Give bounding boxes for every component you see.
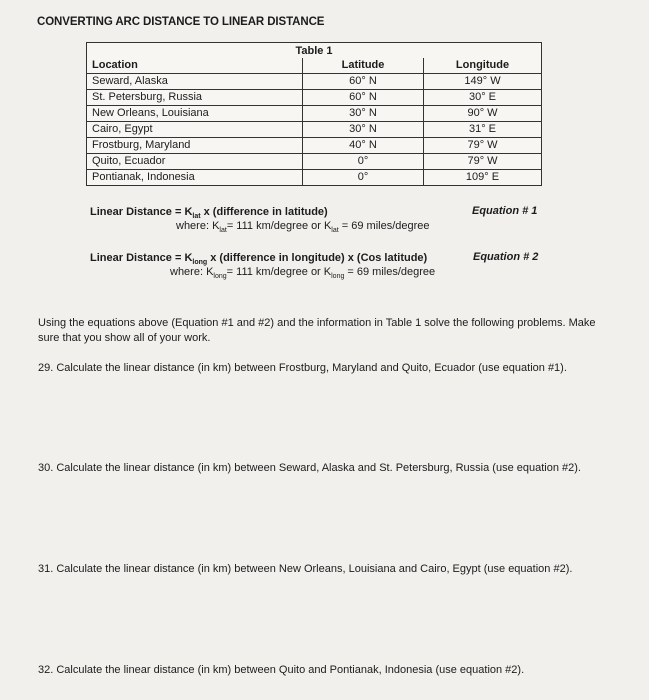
question-31: 31. Calculate the linear distance (in km) between New Orleans, Louisiana and Cairo, Egypt (use equation #2). bbox=[38, 563, 573, 575]
equation-2-formula bbox=[90, 252, 427, 266]
table-row bbox=[87, 138, 542, 154]
eq1-text-b: x (difference in latitude) bbox=[200, 206, 328, 218]
cell-longitude: 79° W bbox=[424, 154, 542, 170]
question-29: 29. Calculate the linear distance (in km) between Frostburg, Maryland and Quito, Ecuador (use equation #1). bbox=[38, 362, 567, 374]
equation-2-where bbox=[170, 266, 435, 280]
location-table bbox=[86, 42, 542, 186]
eq2-where-sub2: long bbox=[331, 273, 345, 281]
table-row bbox=[87, 90, 542, 106]
equation-1-label: Equation # 1 bbox=[472, 205, 538, 217]
question-32: 32. Calculate the linear distance (in km) between Quito and Pontianak, Indonesia (use equation #2). bbox=[38, 664, 525, 676]
cell-longitude: 109° E bbox=[424, 170, 542, 186]
table-row bbox=[87, 154, 542, 170]
equation-1-formula bbox=[90, 206, 328, 220]
eq1-where-b: = 111 km/degree or K bbox=[226, 220, 332, 232]
table-row bbox=[87, 122, 542, 138]
cell-latitude: 30° N bbox=[303, 106, 424, 122]
cell-latitude: 30° N bbox=[303, 122, 424, 138]
header-longitude: Longitude bbox=[424, 58, 542, 74]
cell-longitude: 149° W bbox=[424, 74, 542, 90]
eq1-where-sub2: lat bbox=[331, 227, 339, 235]
eq1-subscript: lat bbox=[192, 213, 201, 221]
cell-longitude: 31° E bbox=[424, 122, 542, 138]
header-location: Location bbox=[87, 58, 303, 74]
eq1-where-a: where: K bbox=[176, 220, 220, 232]
cell-location: Pontianak, Indonesia bbox=[87, 170, 303, 186]
eq2-where-b: = 111 km/degree or K bbox=[226, 266, 332, 278]
eq2-text-a: Linear Distance = K bbox=[90, 252, 193, 264]
cell-location: St. Petersburg, Russia bbox=[87, 90, 303, 106]
cell-location: Quito, Ecuador bbox=[87, 154, 303, 170]
eq2-subscript: long bbox=[192, 259, 208, 267]
cell-longitude: 30° E bbox=[424, 90, 542, 106]
eq1-where-sub1: lat bbox=[219, 227, 227, 235]
cell-location: Seward, Alaska bbox=[87, 74, 303, 90]
eq2-where-c: = 69 miles/degree bbox=[344, 266, 436, 278]
equation-1-where bbox=[176, 220, 430, 234]
eq2-where-sub1: long bbox=[213, 273, 227, 281]
eq2-where-a: where: K bbox=[170, 266, 214, 278]
instructions-paragraph: Using the equations above (Equation #1 and #2) and the information in Table 1 solve the following problems. Make sure that you show all of your work. bbox=[38, 317, 596, 344]
cell-longitude: 90° W bbox=[424, 106, 542, 122]
eq2-text-b: x (difference in longitude) x (Cos latitude) bbox=[207, 252, 428, 264]
cell-longitude: 79° W bbox=[424, 138, 542, 154]
eq1-where-c: = 69 miles/degree bbox=[338, 220, 430, 232]
table-row bbox=[87, 170, 542, 186]
eq1-text-a: Linear Distance = K bbox=[90, 206, 193, 218]
cell-latitude: 60° N bbox=[303, 74, 424, 90]
cell-latitude: 0° bbox=[303, 170, 424, 186]
cell-location: Cairo, Egypt bbox=[87, 122, 303, 138]
cell-location: Frostburg, Maryland bbox=[87, 138, 303, 154]
header-latitude: Latitude bbox=[303, 58, 424, 74]
cell-location: New Orleans, Louisiana bbox=[87, 106, 303, 122]
question-30: 30. Calculate the linear distance (in km) between Seward, Alaska and St. Petersburg, Russia (use equation #2). bbox=[38, 462, 581, 474]
cell-latitude: 40° N bbox=[303, 138, 424, 154]
table-row bbox=[87, 106, 542, 122]
cell-latitude: 0° bbox=[303, 154, 424, 170]
page-title: CONVERTING ARC DISTANCE TO LINEAR DISTANCE bbox=[37, 16, 325, 28]
table-row bbox=[87, 74, 542, 90]
equation-2-label: Equation # 2 bbox=[473, 251, 539, 263]
cell-latitude: 60° N bbox=[303, 90, 424, 106]
table-caption: Table 1 bbox=[87, 43, 542, 59]
